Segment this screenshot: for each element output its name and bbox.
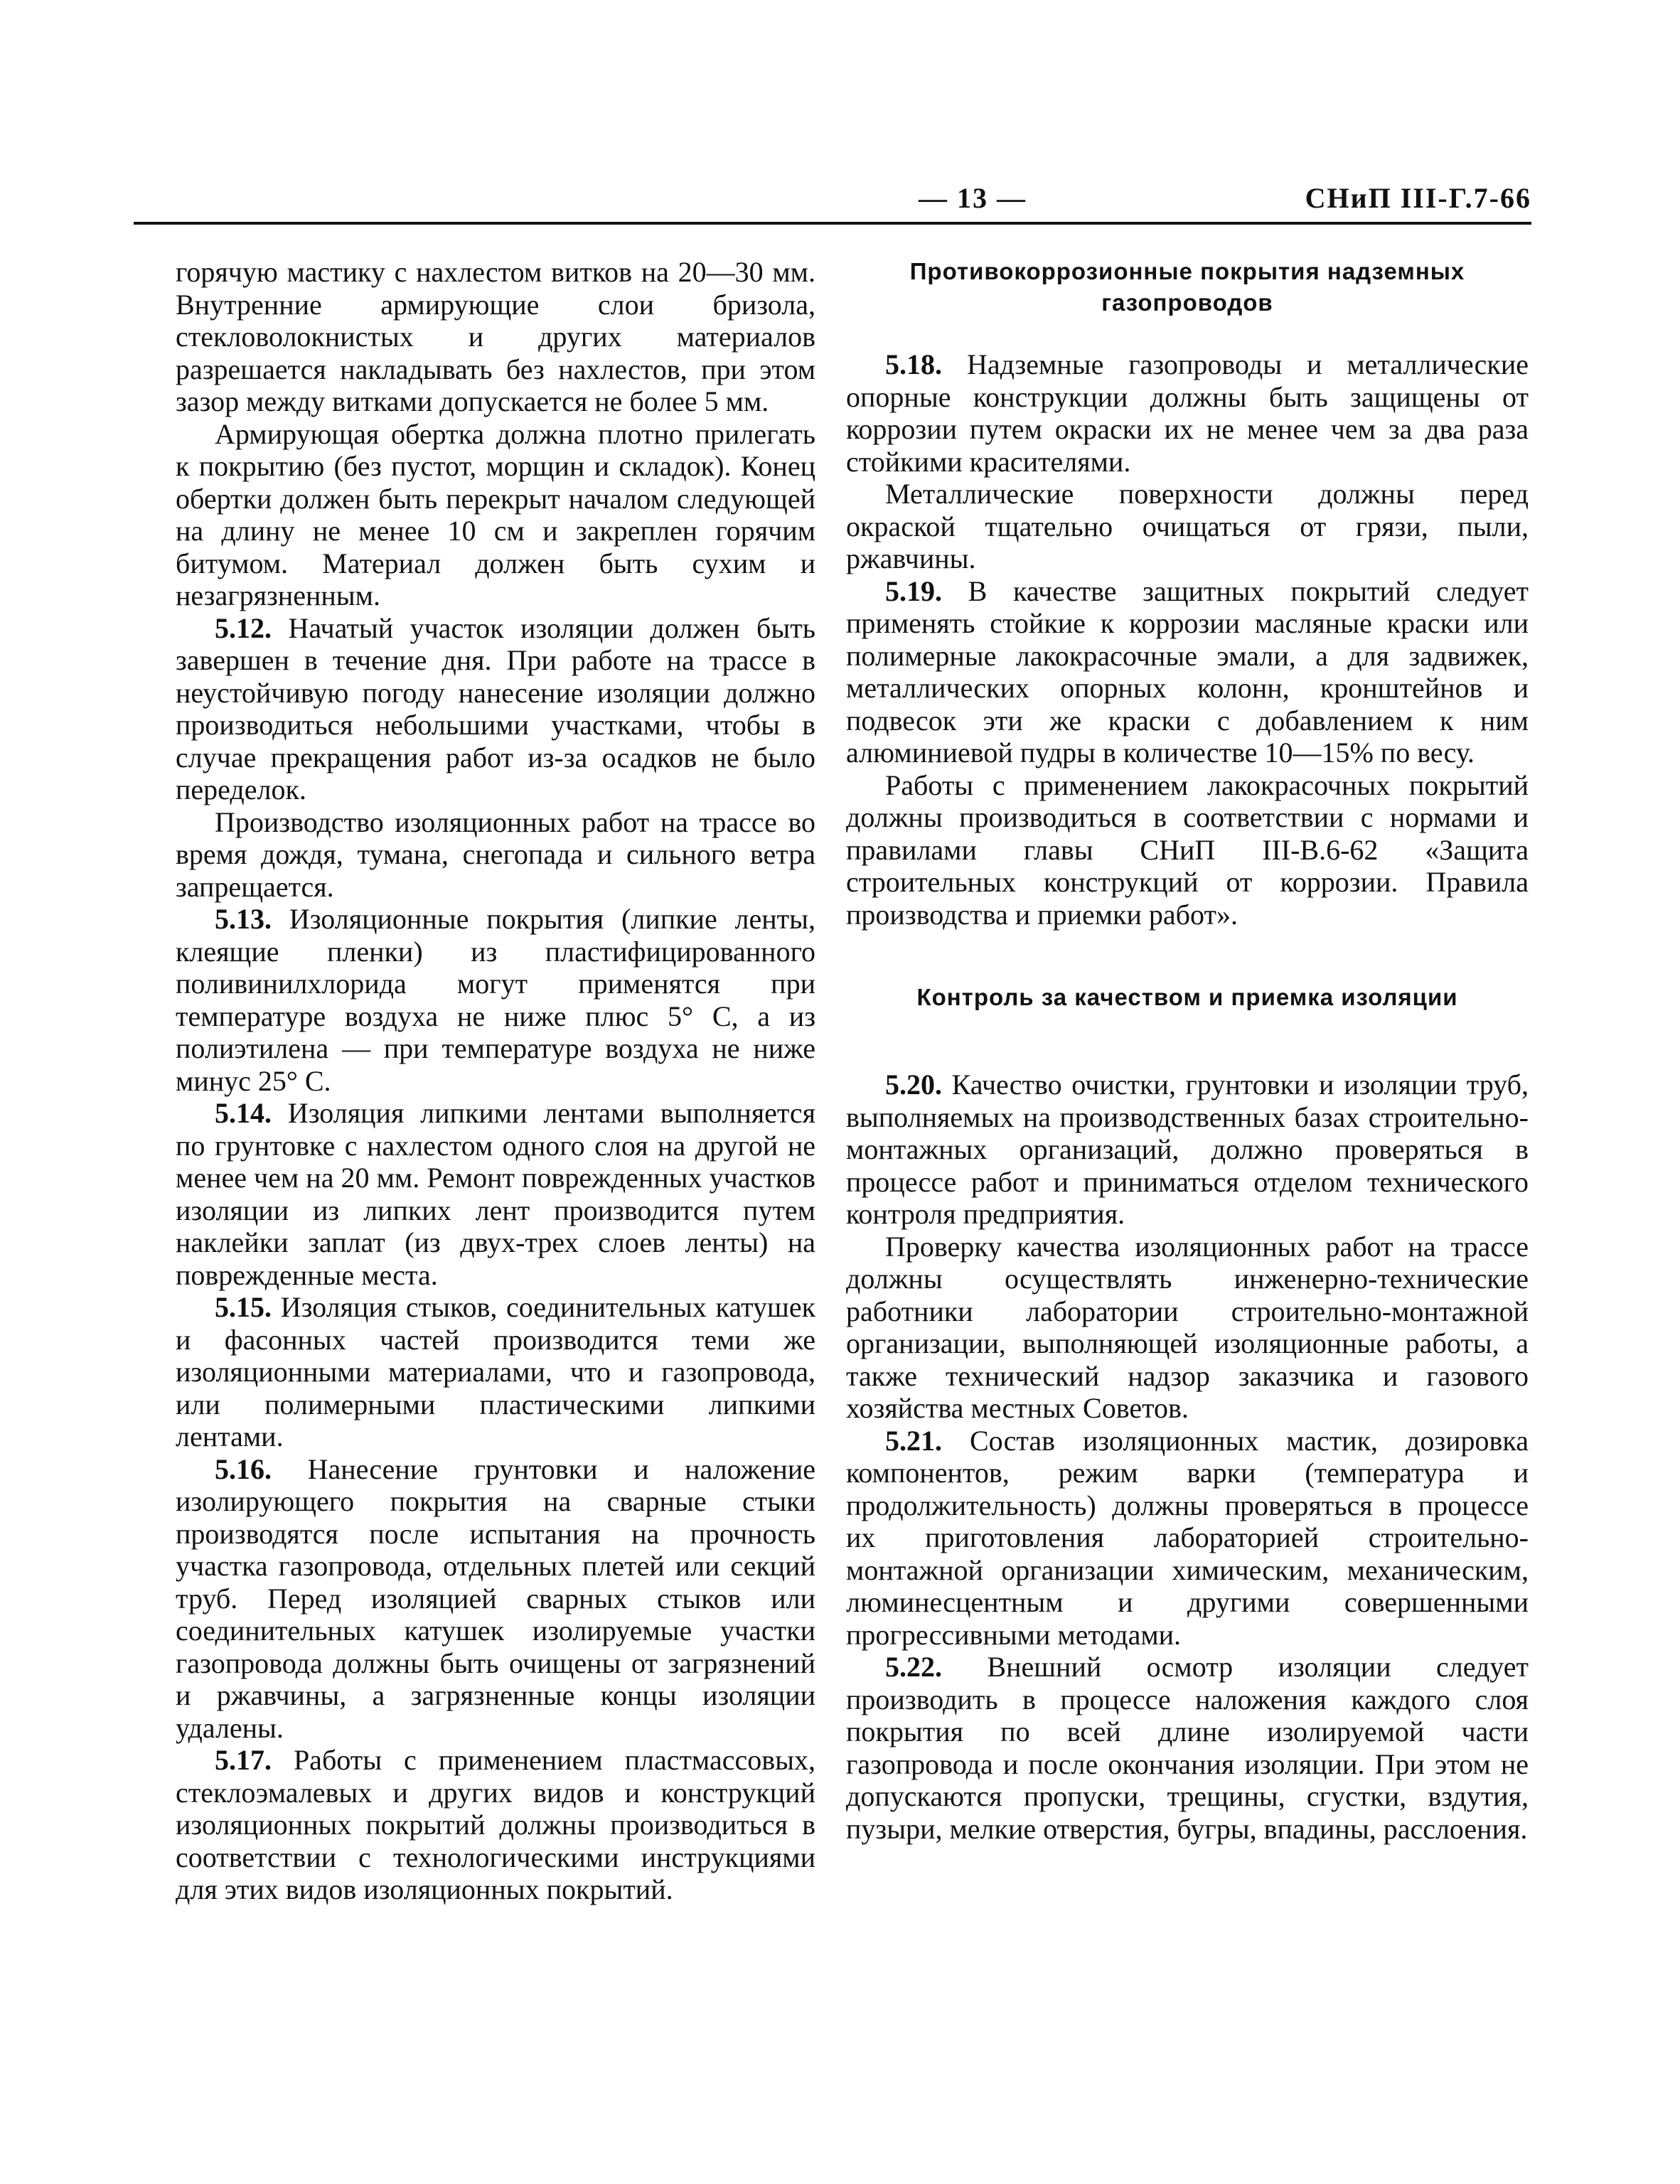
clause-text: В качестве защитных покрытий следует применять стойкие к коррозии масляные краски или полимерные лакокрасочные эмали, а для задвижек, металлических опорных колонн, кронштейнов и подвесок эти же краски с добавлением к ним алюминиевой пудры в количестве 10—15% по весу. [846,574,1529,769]
clause-text: Изоляция стыков, соединительных катушек и фасонных частей производится теми же изоляционными материалами, что и газопровода, или полимерными пластическими липкими лентами. [176,1291,816,1452]
clause-text: Изоляция липкими лентами выполняется по грунтовке с нахлестом одного слоя на другой не менее чем на 20 мм. Ремонт поврежденных участков изоляции из липких лент производится путем наклейки заплат (из двух-трех слоев ленты) на поврежденные места. [176,1097,816,1291]
paragraph: Производство изоляционных работ на трассе во время дождя, тумана, снегопада и сильного ветра запрещается. [176,805,815,903]
clause-number: 5.19. [885,574,942,607]
right-column [846,256,1529,1845]
clause-number: 5.12. [215,611,272,644]
paragraph: Работы с применением лакокрасочных покрытий должны производиться в соответствии с нормами и правилами главы СНиП III-В.6-62 «Защита строительных конструкций от коррозии. Правила производства и приемки работ». [846,769,1529,931]
clause-5-16 [176,1453,815,1745]
clause-text: Начатый участок изоляции должен быть завершен в течение дня. При работе на трассе в неустойчивую погоду нанесение изоляции должно производиться небольшими участками, чтобы в случае прекращения работ из-за осадков не было переделок. [176,611,815,805]
document-id: СНиП III-Г.7-66 [1305,182,1531,214]
clause-text: Состав изоляционных мастик, дозировка компонентов, режим варки (температура и продолжительность) должны проверяться в процессе их приготовления лабораторией строительно-монтажной организации химическим, механическим, люминесцентным и другими совершенными прогрессивными методами. [846,1424,1529,1651]
clause-5-15 [176,1291,815,1453]
section-heading: Противокоррозионные покрытия надземных газопроводов [909,258,1465,316]
paragraph: Проверку качества изоляционных работ на трассе должны осуществлять инженерно-технические работники лаборатории строительно-монтажной организации, выполняющей изоляционные работы, а также технический надзор заказчика и газового хозяйства местных Советов. [846,1230,1529,1424]
page-header [134,181,1531,224]
clause-number: 5.13. [215,903,272,935]
clause-5-17 [176,1744,815,1906]
clause-5-20 [846,1069,1529,1231]
clause-5-12 [176,612,815,806]
clause-number: 5.17. [215,1744,272,1776]
clause-5-14 [176,1097,815,1291]
clause-number: 5.15. [215,1291,272,1323]
clause-5-13 [176,903,815,1097]
section-heading: Контроль за качеством и приемка изоляции [916,984,1458,1010]
clause-5-19 [846,575,1529,769]
clause-text: Надземные газопроводы и металлические опорные конструкции должны быть защищены от коррозии путем окраски их не менее чем за два раза стойкими красителями. [846,348,1529,478]
paragraph: Металлические поверхности должны перед окраской тщательно очищаться от грязи, пыли, ржавчины. [846,478,1529,574]
clause-text: Качество очистки, грунтовки и изоляции труб, выполняемых на производственных базах строительно-монтажных организаций, должно проверяться в процессе работ и приниматься отделом технического контроля предприятия. [846,1069,1529,1230]
clause-text: Работы с применением пластмассовых, стеклоэмалевых и других видов и конструкций изоляционных покрытий должны производиться в соответствии с технологическими инструкциями для этих видов изоляционных покрытий. [176,1744,815,1905]
clause-text: Внешний осмотр изоляции следует производить в процессе наложения каждого слоя покрытия по всей длине изолируемой части газопровода и после окончания изоляции. При этом не допускаются пропуски, трещины, сгустки, вздутия, пузыри, мелкие отверстия, бугры, впадины, расслоения. [846,1651,1529,1845]
clause-text: Изоляционные покрытия (липкие ленты, клеящие пленки) из пластифицированного поливинилхлорида могут применятся при температуре воздуха не ниже плюс 5° С, а из полиэтилена — при температуре воздуха не ниже минус 25° С. [176,903,816,1097]
page-number: — 13 — [919,182,1027,214]
header-rule [134,222,1531,225]
clause-5-21 [846,1425,1529,1652]
clause-number: 5.21. [885,1424,942,1457]
clause-number: 5.20. [885,1069,942,1101]
left-column [176,256,815,1906]
paragraph: Армирующая обертка должна плотно прилегать к покрытию (без пустот, морщин и складок). Конец обертки должен быть перекрыт началом следующей на длину не менее 10 см и закреплен горячим битумом. Материал должен быть сухим и незагрязненным. [176,417,815,611]
clause-number: 5.16. [215,1452,272,1485]
clause-number: 5.18. [885,348,942,380]
clause-number: 5.22. [885,1651,942,1683]
clause-number: 5.14. [215,1097,272,1129]
clause-5-22 [846,1651,1529,1845]
clause-5-18 [846,348,1529,478]
paragraph: горячую мастику с нахлестом витков на 20—30 мм. Внутренние армирующие слои бризола, стекловолокнистых и других материалов разрешается накладывать без нахлестов, при этом зазор между витками допускается не более 5 мм. [176,256,815,417]
clause-text: Нанесение грунтовки и наложение изолирующего покрытия на сварные стыки производятся после испытания на прочность участка газопровода, отдельных плетей или секций труб. Перед изоляцией сварных стыков или соединительных катушек изолируемые участки газопровода должны быть очищены от загрязнений и ржавчины, а загрязненные концы изоляции удалены. [176,1452,815,1744]
